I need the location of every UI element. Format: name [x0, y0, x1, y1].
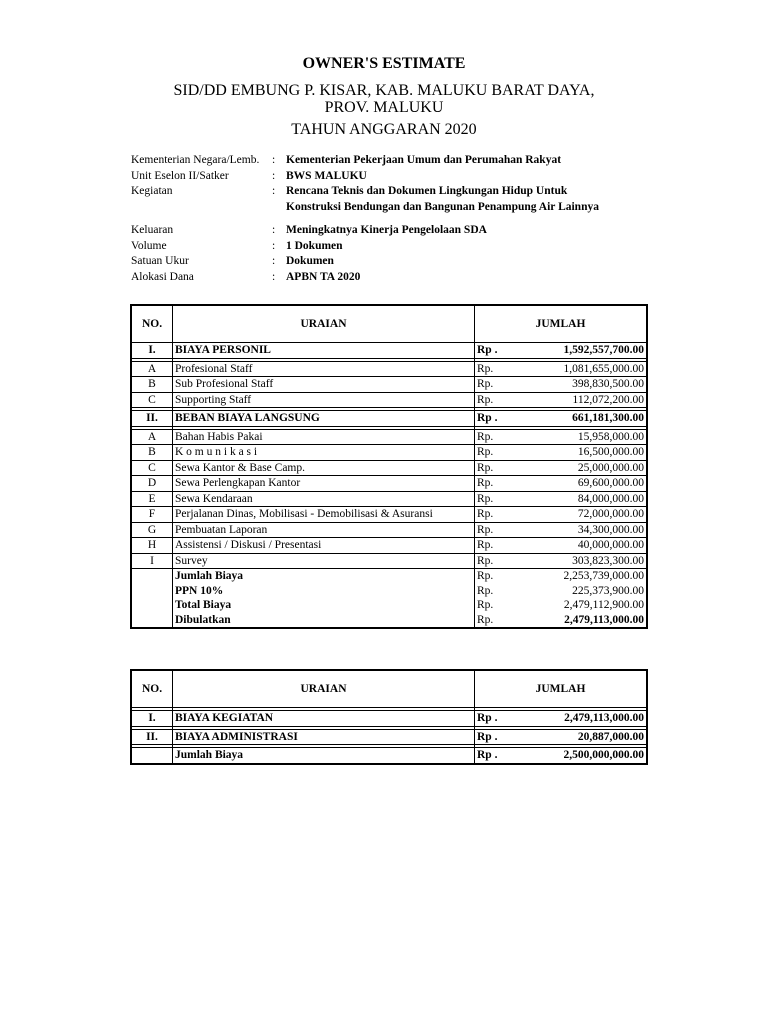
row-currency: Rp. — [475, 445, 535, 461]
row-currency: Rp. — [475, 553, 535, 569]
row-uraian: Sewa Kendaraan — [173, 491, 475, 507]
row-currency: Rp . — [475, 343, 535, 359]
table-header-row — [132, 671, 647, 708]
row-amount: 40,000,000.00 — [535, 538, 647, 554]
fiscal-year: TAHUN ANGGARAN 2020 — [291, 121, 477, 138]
row-no: C — [132, 392, 173, 408]
info-colon: : — [272, 185, 276, 197]
row-uraian: BIAYA PERSONIL — [173, 343, 475, 359]
row-currency: Rp . — [475, 729, 535, 745]
row-no — [132, 598, 173, 613]
info-value: Kementerian Pekerjaan Umum dan Perumahan Rakyat — [286, 154, 562, 166]
table-row — [132, 361, 647, 377]
row-uraian: Survey — [173, 553, 475, 569]
row-currency: Rp. — [475, 476, 535, 492]
row-no: A — [132, 429, 173, 445]
info-label: Alokasi Dana — [131, 270, 194, 283]
row-uraian: K o m u n i k a s i — [173, 445, 475, 461]
row-amount: 1,081,655,000.00 — [535, 361, 647, 377]
info-colon: : — [272, 270, 276, 283]
info-label: Kegiatan — [131, 185, 173, 197]
table-row — [132, 476, 647, 492]
row-uraian: Pembuatan Laporan — [173, 522, 475, 538]
row-currency: Rp. — [475, 460, 535, 476]
row-no: A — [132, 361, 173, 377]
info-label: Unit Eselon II/Satker — [131, 169, 229, 182]
estimate-table — [131, 305, 647, 628]
row-uraian: PPN 10% — [173, 584, 475, 599]
row-amount: 84,000,000.00 — [535, 491, 647, 507]
summary-table — [131, 670, 647, 764]
info-value: Konstruksi Bendungan dan Bangunan Penampung Air Lainnya — [286, 200, 599, 213]
info-value: BWS MALUKU — [286, 169, 367, 182]
header-jumlah: JUMLAH — [475, 306, 647, 343]
row-amount: 20,887,000.00 — [535, 729, 647, 745]
row-currency: Rp . — [475, 748, 535, 764]
row-amount: 661,181,300.00 — [535, 411, 647, 427]
info-value: 1 Dokumen — [286, 239, 343, 252]
table-header-row — [132, 306, 647, 343]
total-row — [132, 569, 647, 584]
row-no: G — [132, 522, 173, 538]
row-amount: 15,958,000.00 — [535, 429, 647, 445]
row-no: H — [132, 538, 173, 554]
total-row — [132, 598, 647, 613]
row-currency: Rp. — [475, 569, 535, 584]
row-amount: 34,300,000.00 — [535, 522, 647, 538]
row-amount: 16,500,000.00 — [535, 445, 647, 461]
table-row — [132, 538, 647, 554]
row-no — [132, 569, 173, 584]
row-uraian: Assistensi / Diskusi / Presentasi — [173, 538, 475, 554]
table-row — [132, 729, 647, 745]
row-uraian: Jumlah Biaya — [173, 569, 475, 584]
row-uraian: Dibulatkan — [173, 613, 475, 628]
table-row — [132, 748, 647, 764]
table-row — [132, 411, 647, 427]
row-currency: Rp. — [475, 491, 535, 507]
row-no: B — [132, 377, 173, 393]
table-row — [132, 507, 647, 523]
info-value: Dokumen — [286, 255, 334, 267]
row-no: I — [132, 553, 173, 569]
row-no: F — [132, 507, 173, 523]
row-currency: Rp. — [475, 429, 535, 445]
row-currency: Rp. — [475, 522, 535, 538]
row-no: E — [132, 491, 173, 507]
info-label: Volume — [131, 239, 167, 252]
row-no — [132, 584, 173, 599]
row-uraian: Supporting Staff — [173, 392, 475, 408]
row-amount: 225,373,900.00 — [535, 584, 647, 599]
table-row — [132, 491, 647, 507]
info-label: Keluaran — [131, 224, 174, 236]
table-row — [132, 377, 647, 393]
row-no — [132, 748, 173, 764]
row-currency: Rp. — [475, 377, 535, 393]
row-no: II. — [132, 411, 173, 427]
row-no — [132, 613, 173, 628]
row-uraian: Jumlah Biaya — [173, 748, 475, 764]
row-uraian: BIAYA KEGIATAN — [173, 711, 475, 727]
info-colon: : — [272, 255, 276, 267]
row-currency: Rp. — [475, 538, 535, 554]
row-amount: 72,000,000.00 — [535, 507, 647, 523]
row-no: D — [132, 476, 173, 492]
total-row — [132, 613, 647, 628]
row-amount: 112,072,200.00 — [535, 392, 647, 408]
info-label: Satuan Ukur — [131, 255, 189, 267]
info-value: APBN TA 2020 — [286, 270, 361, 283]
info-label: Kementerian Negara/Lemb. — [131, 154, 260, 166]
header-uraian: URAIAN — [173, 671, 475, 708]
header-uraian: URAIAN — [173, 306, 475, 343]
row-uraian: Total Biaya — [173, 598, 475, 613]
info-value: Meningkatnya Kinerja Pengelolaan SDA — [286, 224, 487, 236]
row-currency: Rp. — [475, 584, 535, 599]
row-uraian: Sewa Kantor & Base Camp. — [173, 460, 475, 476]
table-row — [132, 445, 647, 461]
row-amount: 2,500,000,000.00 — [535, 748, 647, 764]
row-amount: 25,000,000.00 — [535, 460, 647, 476]
info-value: Rencana Teknis dan Dokumen Lingkungan Hidup Untuk — [286, 185, 568, 197]
table-row — [132, 392, 647, 408]
row-no: I. — [132, 711, 173, 727]
table-row — [132, 460, 647, 476]
row-amount: 2,253,739,000.00 — [535, 569, 647, 584]
table-row — [132, 429, 647, 445]
row-amount: 2,479,113,000.00 — [535, 613, 647, 628]
row-no: B — [132, 445, 173, 461]
row-uraian: Profesional Staff — [173, 361, 475, 377]
row-amount: 398,830,500.00 — [535, 377, 647, 393]
row-amount: 69,600,000.00 — [535, 476, 647, 492]
row-currency: Rp. — [475, 613, 535, 628]
info-colon: : — [272, 239, 276, 252]
row-uraian: Bahan Habis Pakai — [173, 429, 475, 445]
table-row — [132, 711, 647, 727]
row-uraian: BIAYA ADMINISTRASI — [173, 729, 475, 745]
header-no: NO. — [132, 671, 173, 708]
row-no: I. — [132, 343, 173, 359]
row-amount: 2,479,113,000.00 — [535, 711, 647, 727]
total-row — [132, 584, 647, 599]
project-title-line1: SID/DD EMBUNG P. KISAR, KAB. MALUKU BARAT DAYA, — [173, 82, 595, 99]
header-jumlah: JUMLAH — [475, 671, 647, 708]
table-row — [132, 553, 647, 569]
row-uraian: Sewa Perlengkapan Kantor — [173, 476, 475, 492]
row-currency: Rp. — [475, 392, 535, 408]
row-currency: Rp. — [475, 361, 535, 377]
document-title: OWNER'S ESTIMATE — [302, 55, 466, 72]
row-currency: Rp. — [475, 507, 535, 523]
header-no: NO. — [132, 306, 173, 343]
row-uraian: Perjalanan Dinas, Mobilisasi - Demobilisasi & Asuransi — [173, 507, 475, 523]
project-title — [0, 82, 768, 116]
row-no: II. — [132, 729, 173, 745]
row-no: C — [132, 460, 173, 476]
info-colon: : — [272, 224, 276, 236]
row-amount: 303,823,300.00 — [535, 553, 647, 569]
table-row — [132, 522, 647, 538]
project-title-line2: PROV. MALUKU — [324, 99, 444, 116]
row-currency: Rp . — [475, 711, 535, 727]
row-currency: Rp. — [475, 598, 535, 613]
row-uraian: Sub Profesional Staff — [173, 377, 475, 393]
row-currency: Rp . — [475, 411, 535, 427]
row-amount: 1,592,557,700.00 — [535, 343, 647, 359]
info-colon: : — [272, 169, 276, 182]
row-uraian: BEBAN BIAYA LANGSUNG — [173, 411, 475, 427]
row-amount: 2,479,112,900.00 — [535, 598, 647, 613]
table-row — [132, 343, 647, 359]
info-colon: : — [272, 154, 276, 166]
